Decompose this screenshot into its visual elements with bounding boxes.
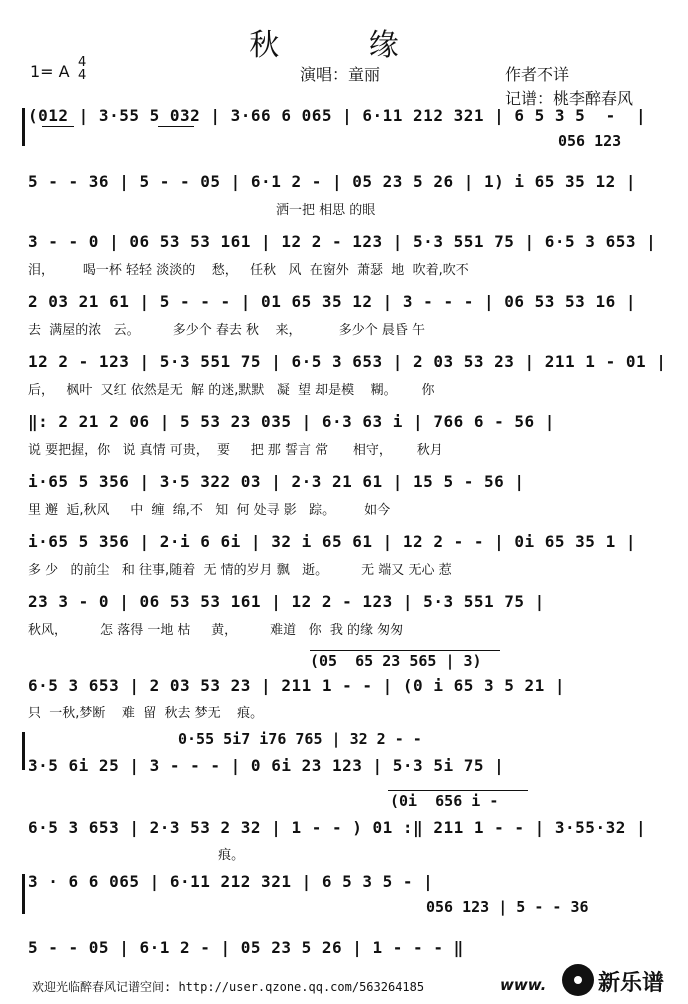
transcriber-credit: 记谱：桃李醉春风 bbox=[505, 89, 634, 108]
alt-ending-line: (0i 656 i - bbox=[390, 792, 499, 810]
logo-text: 新乐谱 bbox=[598, 971, 665, 996]
time-signature-bottom: 4 bbox=[78, 68, 87, 83]
composer-credit: 作者不详 bbox=[505, 65, 570, 84]
lyrics-line: 说 要把握，你 说 真情 可贵， 要 把 那 誓言 常 相守， 秋月 bbox=[28, 443, 443, 458]
score-row bbox=[28, 172, 658, 232]
sub-notation: 056 123 bbox=[558, 132, 622, 150]
score-row bbox=[28, 872, 658, 932]
singer-credit: 演唱：童丽 bbox=[300, 65, 381, 84]
score-row bbox=[28, 292, 658, 352]
notation-line: 5 - - 05 | 6·1 2 - | 05 23 5 26 | 1 - - - ‖ bbox=[28, 938, 464, 957]
time-signature-top: 4 bbox=[78, 55, 87, 70]
site-logo bbox=[548, 958, 688, 1004]
system-start-bracket bbox=[22, 732, 25, 770]
notation-line: i·65 5 356 | 2·i 6 6i | 32 i 65 61 | 12 2 - - | 0i 65 35 1 | bbox=[28, 532, 636, 551]
sub-notation: 056 123 | 5 - - 36 bbox=[426, 898, 589, 916]
notation-line: 6·5 3 653 | 2 03 53 23 | 211 1 - - | (0 i 65 3 5 21 | bbox=[28, 676, 566, 695]
vinyl-record-icon bbox=[562, 964, 594, 996]
system-start-bracket bbox=[22, 108, 25, 146]
notation-line: 23 3 - 0 | 06 53 53 161 | 12 2 - 123 | 5·3 551 75 | bbox=[28, 592, 545, 611]
notation-line: 5 - - 36 | 5 - - 05 | 6·1 2 - | 05 23 5 26 | 1) i 65 35 12 | bbox=[28, 172, 636, 191]
score-row bbox=[28, 232, 658, 292]
notation-line: ‖: 2 21 2 06 | 5 53 23 035 | 6·3 63 i | 766 6 - 56 | bbox=[28, 412, 555, 431]
footer-www: www. bbox=[500, 976, 547, 994]
lyrics-line: 秋风， 怎 落得 一地 枯 黄， 难道 你 我 的缘 匆匆 bbox=[28, 623, 404, 638]
system-start-bracket bbox=[22, 874, 25, 914]
notation-line: 2 03 21 61 | 5 - - - | 01 65 35 12 | 3 - - - | 06 53 53 16 | bbox=[28, 292, 636, 311]
score-row bbox=[28, 792, 658, 863]
lyrics-line: 只 一秋,梦断 难 留 秋去 梦无 痕。 bbox=[28, 706, 264, 721]
score-row bbox=[28, 352, 667, 412]
lyrics-line: 去 满屋的浓 云。 多少个 春去 秋 来， 多少个 晨昏 午 bbox=[28, 323, 425, 338]
score-row bbox=[28, 652, 658, 722]
notation-line: 3 - - 0 | 06 53 53 161 | 12 2 - 123 | 5·3 551 75 | 6·5 3 653 | bbox=[28, 232, 657, 251]
score-row bbox=[28, 472, 658, 532]
lyrics-line: 里 邂 逅,秋风 中 缠 绵,不 知 何 处寻 影 踪。 如今 bbox=[28, 503, 391, 518]
upper-voice-line: 0·55 5i7 i76 765 | 32 2 - - bbox=[178, 730, 422, 748]
notation-line: 3 · 6 6 065 | 6·11 212 321 | 6 5 3 5 - | bbox=[28, 872, 434, 891]
lyrics-line: 泪， 喝一杯 轻轻 淡淡的 愁， 任秋 风 在窗外 萧瑟 地 吹着,吹不 bbox=[28, 263, 469, 278]
score-row bbox=[28, 532, 658, 592]
lyrics-line: 洒一把 相思 的眼 bbox=[28, 203, 376, 218]
lyrics-line: 多 少 的前尘 和 往事,随着 无 情的岁月 飘 逝。 无 端又 无心 惹 bbox=[28, 563, 452, 578]
volta-bracket bbox=[388, 790, 528, 791]
key-signature: 1= A bbox=[30, 62, 70, 81]
beam-line bbox=[42, 126, 74, 127]
alt-ending-line: (05 65 23 565 | 3) bbox=[310, 652, 482, 670]
volta-bracket bbox=[310, 650, 500, 651]
notation-line: i·65 5 356 | 3·5 322 03 | 2·3 21 61 | 15 5 - 56 | bbox=[28, 472, 525, 491]
score-row bbox=[28, 592, 658, 652]
time-signature bbox=[78, 56, 86, 82]
notation-line: 3·5 6i 25 | 3 - - - | 0 6i 23 123 | 5·3 5i 75 | bbox=[28, 756, 505, 775]
beam-line bbox=[158, 126, 194, 127]
notation-line: 6·5 3 653 | 2·3 53 2 32 | 1 - - ) 01 :‖ 211 1 - - | 3·55·32 | bbox=[28, 818, 647, 837]
score-row bbox=[28, 730, 658, 790]
song-title: 秋 缘 bbox=[249, 28, 439, 63]
lyrics-line: 后， 枫叶 又红 依然是无 解 的迷,默默 凝 望 却是模 糊。 你 bbox=[28, 383, 435, 398]
score-row bbox=[28, 412, 658, 472]
notation-line: 12 2 - 123 | 5·3 551 75 | 6·5 3 653 | 2 03 53 23 | 211 1 - 01 | bbox=[28, 352, 667, 371]
footer-text: 欢迎光临醉春风记谱空间: http://user.qzone.qq.com/563264185 bbox=[32, 980, 425, 994]
notation-line: (012 | 3·55 5 032 | 3·66 6 065 | 6·11 212 321 | 6 5 3 5 - | bbox=[28, 106, 647, 125]
score-row bbox=[28, 106, 658, 166]
lyrics-line: 痕。 bbox=[28, 848, 245, 863]
